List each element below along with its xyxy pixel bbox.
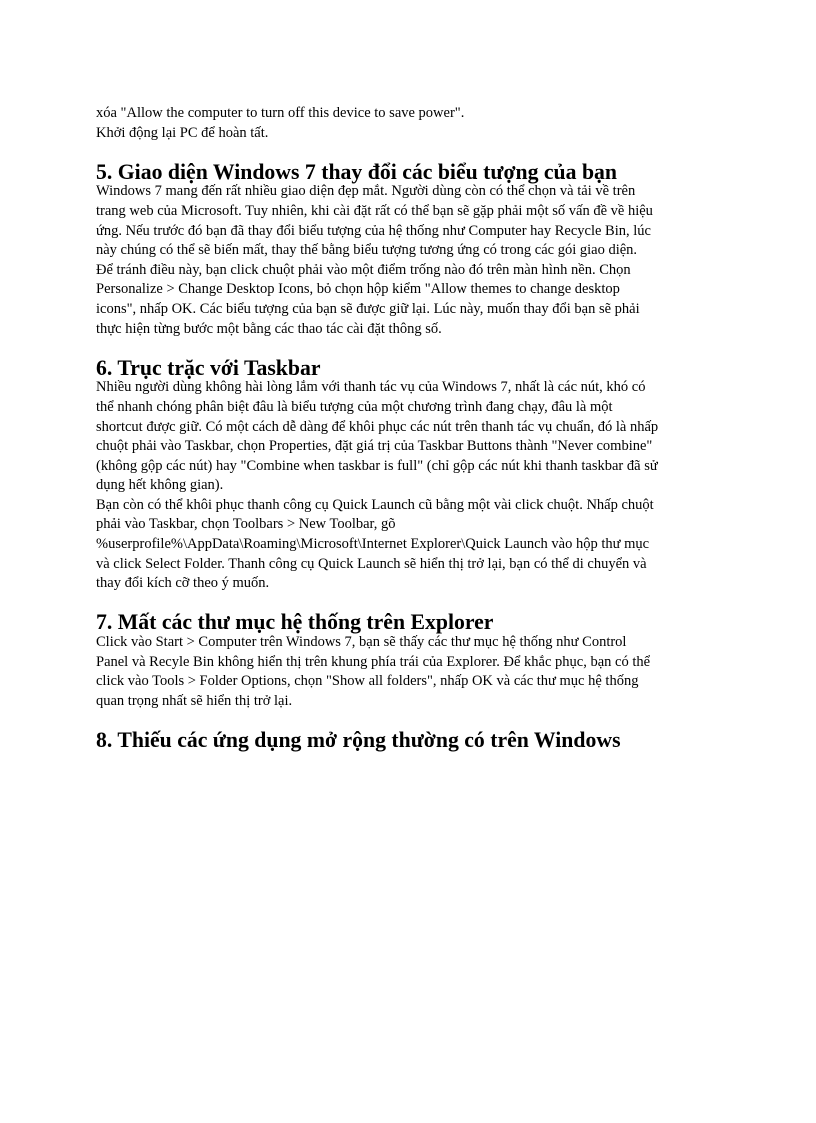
section-6-heading: 6. Trục trặc với Taskbar	[96, 355, 321, 380]
text-line: phải vào Taskbar, chọn Toolbars > New Toolbar, gõ	[96, 516, 396, 533]
text-line: và click Select Folder. Thanh công cụ Quick Launch sẽ hiển thị trở lại, bạn có thể di chuyển và	[96, 555, 647, 572]
text-line: (không gộp các nút) hay "Combine when taskbar is full" (chỉ gộp các nút khi thanh taskbar đã sử	[96, 457, 658, 474]
text-line: thực hiện từng bước một bằng các thao tác cài đặt thông số.	[96, 320, 442, 337]
section-5-paragraph	[96, 182, 724, 339]
text-line: Click vào Start > Computer trên Windows 7, bạn sẽ thấy các thư mục hệ thống như Control	[96, 634, 627, 651]
text-line: Khởi động lại PC để hoàn tất.	[96, 124, 269, 141]
text-line: dụng hết không gian).	[96, 477, 224, 494]
text-line: click vào Tools > Folder Options, chọn "Show all folders", nhấp OK và các thư mục hệ thống	[96, 673, 639, 690]
text-line: Để tránh điều này, bạn click chuột phải vào một điểm trống nào đó trên màn hình nền. Chọn	[96, 261, 631, 278]
text-line: này chúng có thể sẽ biến mất, thay thế bằng biểu tượng tương ứng có trong các gói giao diện.	[96, 242, 638, 259]
text-line: xóa "Allow the computer to turn off this device to save power".	[96, 105, 465, 121]
text-line: thay đổi kích cỡ theo ý muốn.	[96, 575, 270, 592]
section-6-paragraph-2	[96, 496, 724, 594]
text-line: Bạn còn có thể khôi phục thanh công cụ Quick Launch cũ bằng một vài click chuột. Nhấp chuột	[96, 496, 654, 513]
text-line: %userprofile%\AppData\Roaming\Microsoft\Internet Explorer\Quick Launch vào hộp thư mục	[96, 536, 650, 553]
text-line: quan trọng nhất sẽ hiển thị trở lại.	[96, 692, 293, 709]
section-6-paragraph	[96, 378, 724, 496]
text-line: shortcut được giữ. Có một cách dễ dàng để khôi phục các nút trên thanh tác vụ chuẩn, đó là nhấp	[96, 418, 659, 435]
document-body	[96, 104, 724, 751]
section-8-heading: 8. Thiếu các ứng dụng mở rộng thường có trên Windows	[96, 728, 621, 752]
text-line: trang web của Microsoft. Tuy nhiên, khi cài đặt rất có thể bạn sẽ gặp phải một số vấn đề về hiệu	[96, 202, 653, 219]
section-7-heading: 7. Mất các thư mục hệ thống trên Explorer	[96, 610, 494, 635]
intro-paragraph	[96, 104, 724, 143]
text-line: icons", nhấp OK. Các biểu tượng của bạn sẽ được giữ lại. Lúc này, muốn thay đổi bạn sẽ phải	[96, 300, 640, 317]
text-line: chuột phải vào Taskbar, chọn Properties, đặt giá trị của Taskbar Buttons thành "Never combine"	[96, 438, 653, 455]
text-line: thể nhanh chóng phân biệt đâu là biểu tượng của một chương trình đang chạy, đâu là một	[96, 398, 613, 415]
section-7-paragraph	[96, 633, 724, 711]
text-line: Personalize > Change Desktop Icons, bỏ chọn hộp kiểm "Allow themes to change desktop	[96, 281, 620, 298]
text-line: Panel và Recyle Bin không hiển thị trên khung phía trái của Explorer. Để khắc phục, bạn có thể	[96, 653, 651, 670]
section-5-heading: 5. Giao diện Windows 7 thay đổi các biểu tượng của bạn	[96, 159, 618, 184]
text-line: Nhiều người dùng không hài lòng lắm với thanh tác vụ của Windows 7, nhất là các nút, khó có	[96, 379, 646, 396]
text-line: ứng. Nếu trước đó bạn đã thay đổi biểu tượng của hệ thống như Computer hay Recycle Bin, lúc	[96, 222, 651, 239]
text-line: Windows 7 mang đến rất nhiều giao diện đẹp mắt. Người dùng còn có thể chọn và tải về trên	[96, 183, 636, 200]
